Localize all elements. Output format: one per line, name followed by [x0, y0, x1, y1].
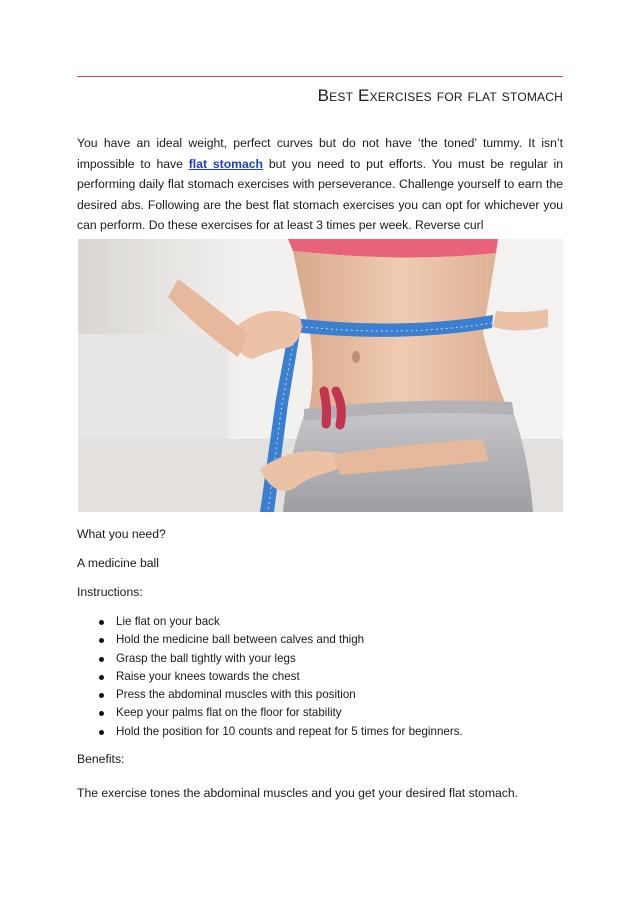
list-item — [77, 723, 463, 741]
bullet-icon — [99, 693, 104, 698]
list-item — [77, 686, 463, 704]
list-item — [77, 668, 463, 686]
intro-text-start: You have an ideal weight, perfect curves but do not have ‘the toned’ tummy. It isn’t impossible to have — [77, 136, 563, 171]
list-item-text: Keep your palms flat on the floor for stability — [116, 706, 342, 720]
list-item — [77, 704, 463, 722]
list-item-text: Grasp the ball tightly with your legs — [116, 651, 296, 665]
header-rule — [77, 76, 563, 77]
bullet-icon — [99, 657, 104, 662]
bullet-icon — [99, 730, 104, 735]
bullet-icon — [99, 675, 104, 680]
list-item-text: Press the abdominal muscles with this position — [116, 688, 356, 702]
list-item-text: Lie flat on your back — [116, 615, 220, 628]
photo-illustration — [78, 239, 563, 512]
intro-paragraph — [77, 133, 563, 236]
instructions-label: Instructions: — [77, 585, 143, 599]
benefits-text: The exercise tones the abdominal muscles and you get your desired flat stomach. — [77, 786, 519, 800]
intro-text-end: but you need to put efforts. You must be regular in performing daily flat stomach exercises with perseverance. Challenge yourself to earn the desired abs. Following are the best flat stomach exercises you can opt for whichever you can perform. Do these exercises for at least 3 times per week. Reverse curl — [77, 156, 564, 233]
bullet-icon — [99, 711, 104, 716]
bullet-icon — [99, 620, 104, 625]
list-item-text: Raise your knees towards the chest — [116, 669, 300, 683]
flat-stomach-link[interactable]: flat stomach — [188, 156, 264, 171]
page-title: Best Exercises for flat stomach — [317, 86, 563, 105]
list-item — [77, 650, 463, 668]
waist-measuring-photo — [78, 239, 563, 512]
instructions-list — [77, 613, 463, 741]
bullet-icon — [99, 638, 104, 643]
list-item-text: Hold the position for 10 counts and repeat for 5 times for beginners. — [116, 724, 463, 738]
list-item — [77, 631, 463, 649]
list-item-text: Hold the medicine ball between calves and thigh — [116, 633, 365, 647]
benefits-label: Benefits: — [77, 752, 125, 766]
equipment-item: A medicine ball — [77, 556, 159, 570]
what-you-need-label: What you need? — [77, 527, 166, 541]
list-item — [77, 613, 463, 631]
